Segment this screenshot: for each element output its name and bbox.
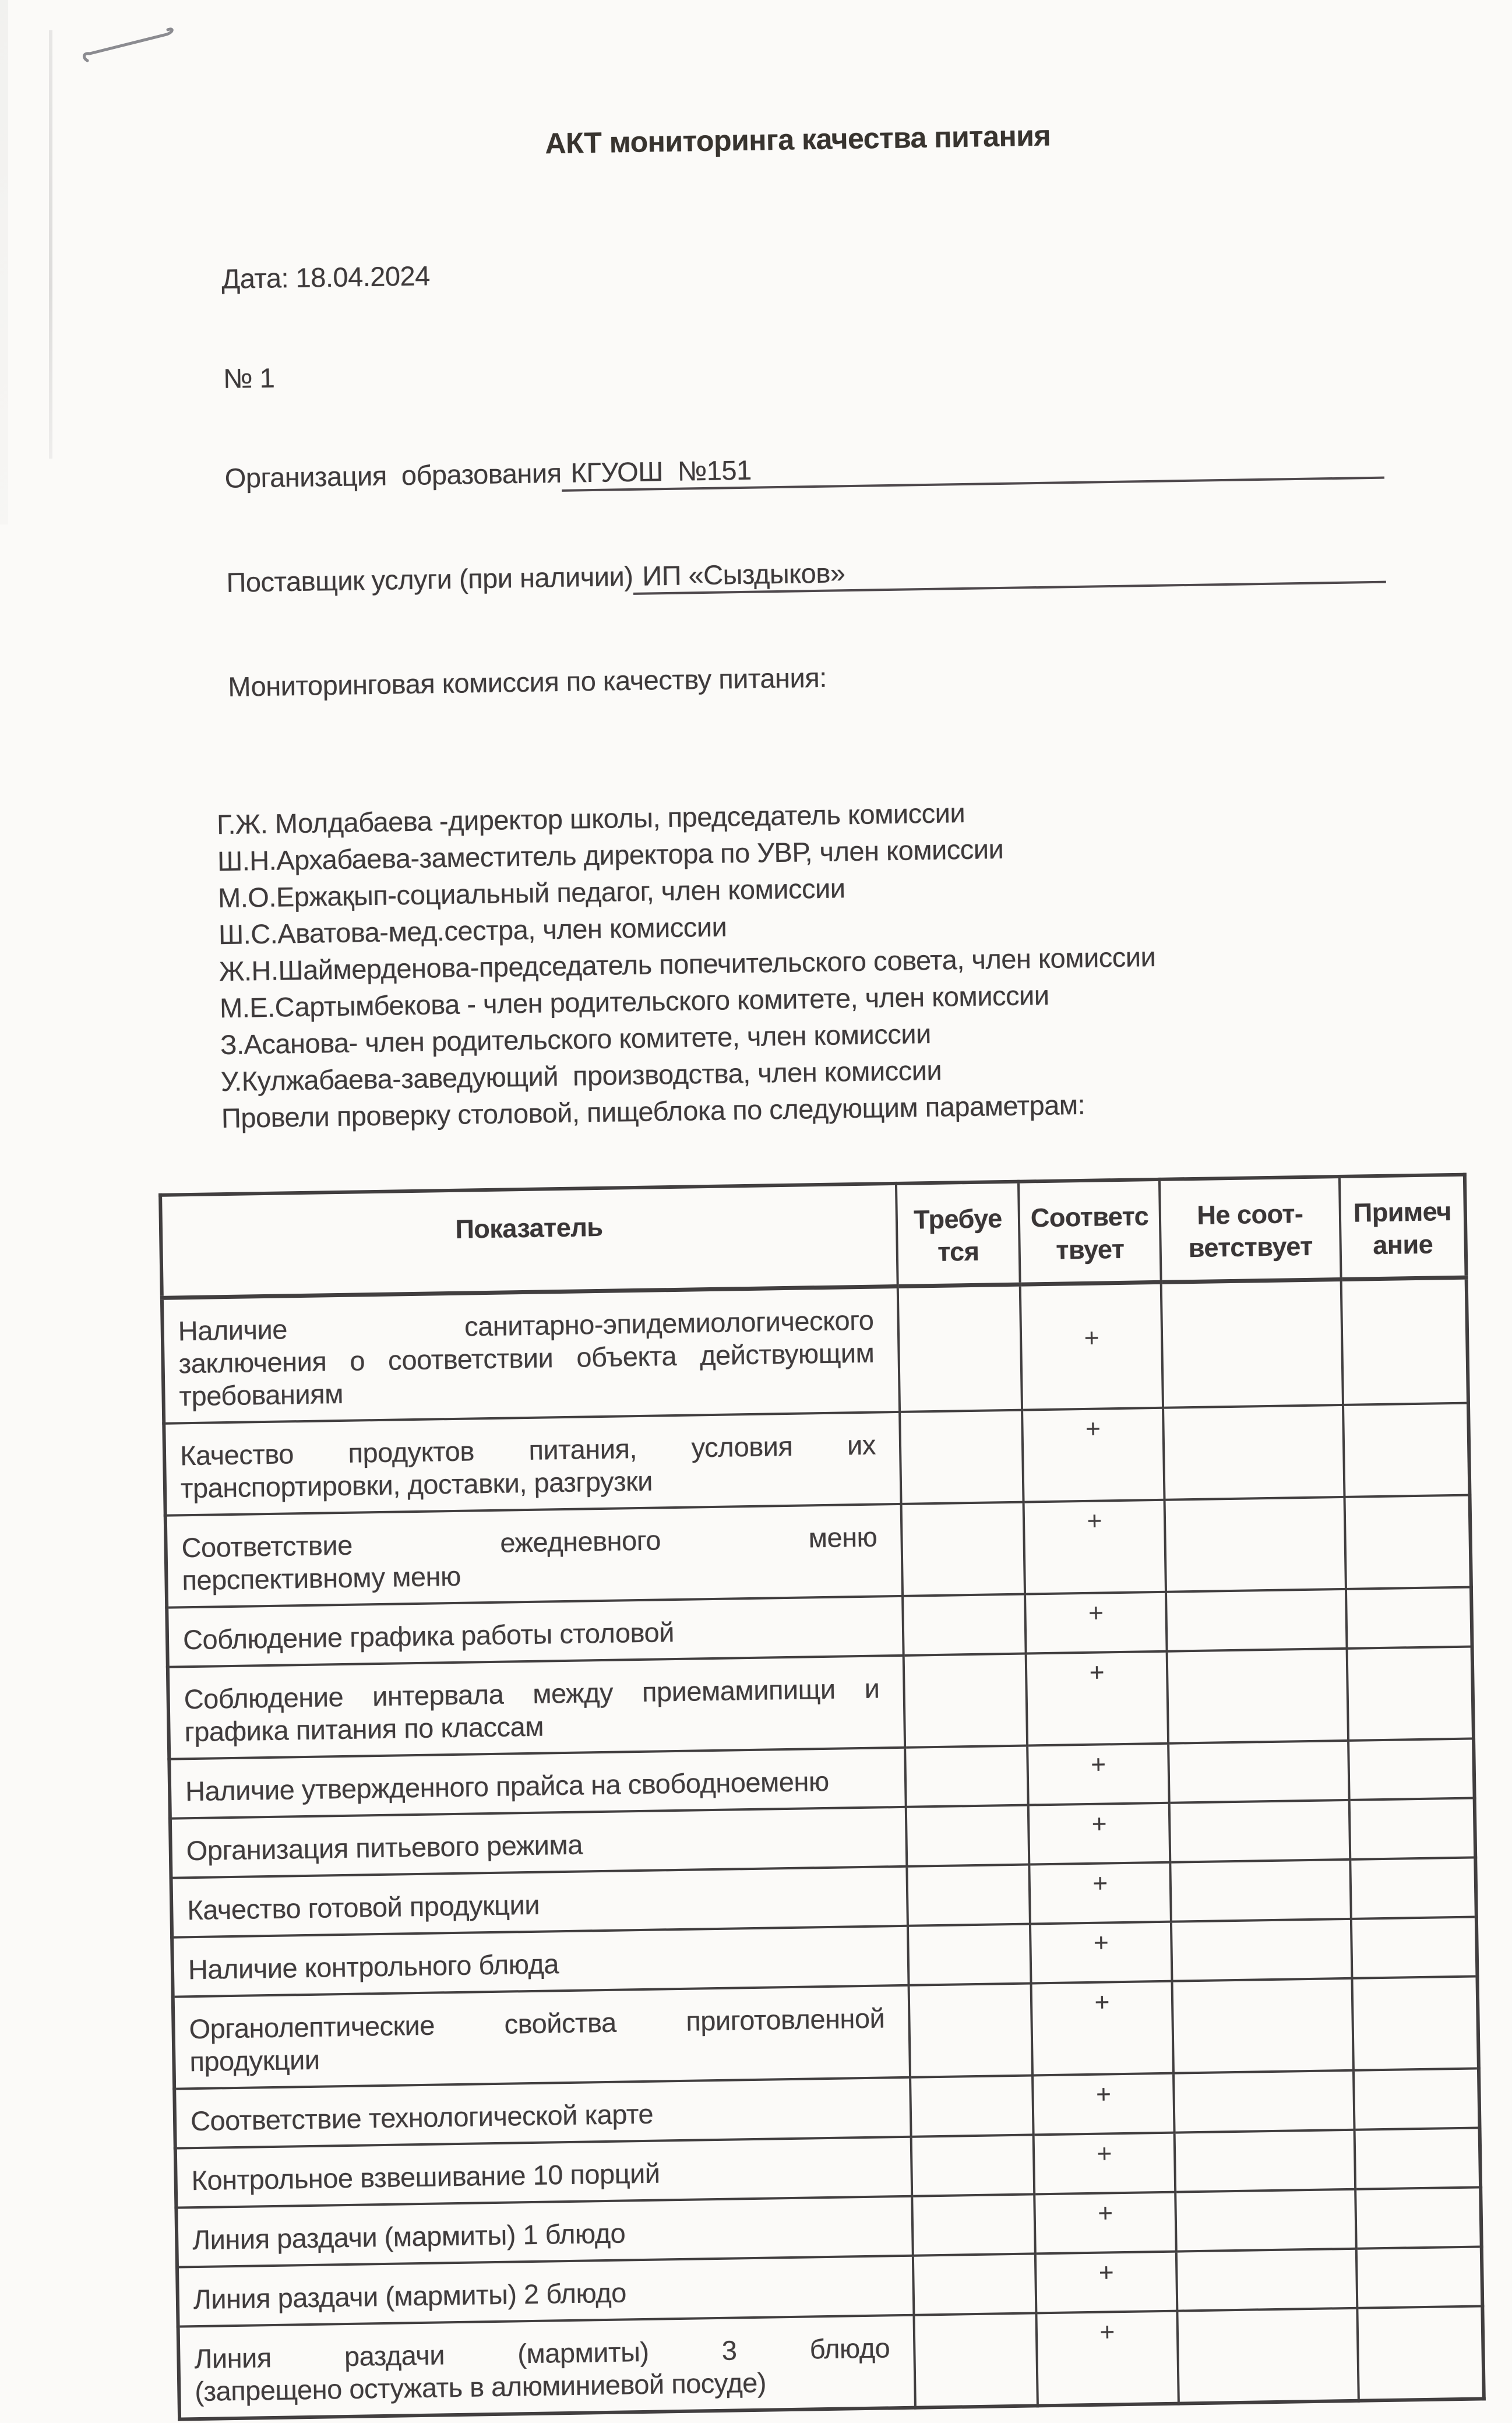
indicator-text-line: Органолептические свойства приготовленной xyxy=(189,2002,885,2044)
not-corresponds-cell xyxy=(1163,1404,1344,1499)
not-corresponds-cell xyxy=(1171,1918,1352,1981)
required-cell xyxy=(911,2135,1034,2196)
required-cell xyxy=(910,2075,1034,2136)
column-header: Соответс твует xyxy=(1018,1179,1161,1284)
corresponds-cell: + xyxy=(1031,1981,1173,2075)
required-cell xyxy=(901,1502,1025,1596)
commission-member: Ж.Н.Шаймерденова-председатель попечительского совета, член комиссии xyxy=(218,941,1156,987)
date-line: Дата: 18.04.2024 xyxy=(221,260,431,294)
table-row xyxy=(178,2306,1484,2419)
monitoring-table xyxy=(158,1173,1486,2421)
required-cell xyxy=(908,1983,1032,2077)
not-corresponds-cell xyxy=(1167,1648,1348,1743)
not-corresponds-cell xyxy=(1165,1496,1346,1591)
note-cell xyxy=(1348,1738,1475,1799)
corresponds-cell: + xyxy=(1028,1802,1170,1864)
commission-member: З.Асанова- член родительского комитете, член комиссии xyxy=(220,1017,932,1061)
note-cell xyxy=(1355,2128,1481,2189)
table-header-row xyxy=(160,1175,1466,1298)
required-cell xyxy=(913,2253,1037,2315)
indicator-text-line: Наличие санитарно-эпидемиологического xyxy=(178,1304,874,1346)
indicator-text-line: Соблюдение интервала между приемамипищи и xyxy=(184,1672,880,1714)
act-number-line: № 1 xyxy=(223,362,275,394)
required-cell xyxy=(907,1864,1030,1925)
not-corresponds-cell xyxy=(1161,1279,1343,1407)
indicator-text-line: Линия раздачи (мармиты) 1 блюдо xyxy=(192,2217,626,2255)
indicator-text-line: перспективному меню xyxy=(182,1560,461,1596)
note-cell xyxy=(1352,1976,1478,2070)
indicator-text-line: Соответствие ежедневного меню xyxy=(181,1521,877,1563)
note-cell xyxy=(1343,1403,1469,1496)
required-cell xyxy=(908,1924,1031,1985)
not-corresponds-cell xyxy=(1176,2248,1358,2311)
organization-value-underline xyxy=(561,443,1384,492)
note-cell xyxy=(1345,1495,1471,1589)
note-cell xyxy=(1355,2187,1482,2248)
commission-member: М.О.Ержақып-социальный педагог, член комиссии xyxy=(217,872,845,914)
indicator-cell xyxy=(164,1411,901,1515)
intro-line: Провели проверку столовой, пищеблока по следующим параметрам: xyxy=(221,1089,1085,1134)
indicator-text-line: Соответствие технологической карте xyxy=(190,2098,654,2136)
indicator-cell xyxy=(168,1655,905,1759)
indicator-cell xyxy=(169,1747,905,1818)
indicator-cell xyxy=(171,1866,908,1937)
indicator-cell xyxy=(173,1985,910,2089)
indicator-cell xyxy=(178,2315,915,2419)
required-cell xyxy=(905,1745,1028,1806)
supplier-value-underline xyxy=(633,548,1386,595)
note-cell xyxy=(1349,1798,1476,1859)
corresponds-cell: + xyxy=(1035,2251,1177,2313)
commission-list xyxy=(217,787,1410,1100)
corresponds-cell: + xyxy=(1034,2132,1175,2194)
indicator-text-line: Наличие контрольного блюда xyxy=(188,1947,559,1985)
commission-member: У.Кулжабаева-заведующий производства, член комиссии xyxy=(220,1054,942,1097)
indicator-text-line: Качество продуктов питания, условия их xyxy=(179,1429,876,1471)
column-header: Примеч ание xyxy=(1340,1175,1467,1279)
indicator-text-line: Наличие утвержденного прайса на свободноеменю xyxy=(185,1765,830,1806)
commission-member: М.Е.Сартымбекова - член родительского комитете, член комиссии xyxy=(219,979,1049,1024)
indicator-text-line: Контрольное взвешивание 10 порций xyxy=(191,2157,660,2196)
document-title: АКТ мониторинга качества питания xyxy=(545,119,1051,160)
indicator-cell xyxy=(174,2077,911,2148)
not-corresponds-cell xyxy=(1177,2308,1358,2403)
corresponds-cell: + xyxy=(1034,2192,1176,2253)
indicator-cell xyxy=(172,1925,908,1996)
corresponds-cell: + xyxy=(1032,2073,1174,2135)
required-cell xyxy=(903,1594,1026,1655)
indicator-text-line: Линия раздачи (мармиты) 2 блюдо xyxy=(193,2276,627,2315)
supplier-line xyxy=(226,548,1386,604)
corresponds-cell: + xyxy=(1022,1407,1164,1502)
commission-member: Ш.Н.Архабаева-заместитель директора по УВР, член комиссии xyxy=(217,833,1004,877)
corresponds-cell: + xyxy=(1037,2311,1179,2406)
not-corresponds-cell xyxy=(1175,2129,1356,2192)
note-cell xyxy=(1357,2306,1483,2400)
organization-value: КГУОШ №151 xyxy=(570,454,752,488)
note-cell xyxy=(1347,1646,1474,1740)
commission-heading: Мониторинговая комиссия по качеству питания: xyxy=(227,661,827,702)
not-corresponds-cell xyxy=(1173,2070,1355,2132)
corresponds-cell: + xyxy=(1030,1921,1172,1983)
document-meta xyxy=(220,178,1388,770)
supplier-label: Поставщик услуги (при наличии) xyxy=(226,560,633,598)
indicator-cell xyxy=(175,2136,912,2207)
not-corresponds-cell xyxy=(1172,1978,1354,2073)
not-corresponds-cell xyxy=(1175,2189,1356,2251)
commission-member: Ш.С.Аватова-мед.сестра, член комиссии xyxy=(218,911,727,950)
indicator-cell xyxy=(170,1806,907,1878)
corresponds-cell: + xyxy=(1024,1499,1166,1594)
indicator-text-line: Линия раздачи (мармиты) 3 блюдо xyxy=(194,2332,890,2374)
not-corresponds-cell xyxy=(1170,1859,1351,1921)
organization-line xyxy=(224,443,1384,499)
corresponds-cell: + xyxy=(1025,1591,1166,1653)
not-corresponds-cell xyxy=(1168,1740,1349,1802)
note-cell xyxy=(1341,1277,1468,1405)
not-corresponds-cell xyxy=(1166,1589,1347,1651)
required-cell xyxy=(912,2194,1035,2255)
indicator-text-line: транспортировки, доставки, разгрузки xyxy=(180,1465,653,1503)
indicator-cell xyxy=(162,1286,900,1423)
commission-member: Г.Ж. Молдабаева -директор школы, председатель комиссии xyxy=(216,797,965,840)
organization-label: Организация образования xyxy=(224,457,562,494)
column-header: Не соот- ветствует xyxy=(1159,1177,1341,1282)
note-cell xyxy=(1354,2068,1480,2129)
indicator-text-line: продукции xyxy=(189,2044,320,2077)
column-header: Показатель xyxy=(160,1184,897,1298)
note-cell xyxy=(1356,2246,1483,2308)
note-cell xyxy=(1350,1857,1476,1918)
corresponds-cell: + xyxy=(1027,1743,1169,1805)
indicator-text-line: Организация питьевого режима xyxy=(186,1829,583,1866)
required-cell xyxy=(903,1653,1027,1747)
table-row xyxy=(162,1277,1468,1424)
indicator-text-line: (запрещено остужать в алюминиевой посуде) xyxy=(194,2366,767,2407)
not-corresponds-cell xyxy=(1169,1799,1351,1862)
required-cell xyxy=(900,1410,1024,1503)
indicator-cell xyxy=(167,1596,903,1667)
indicator-cell xyxy=(177,2255,914,2326)
indicator-text-line: Соблюдение графика работы столовой xyxy=(182,1616,675,1655)
corresponds-cell: + xyxy=(1020,1282,1163,1410)
corresponds-cell: + xyxy=(1026,1651,1168,1745)
note-cell xyxy=(1346,1587,1472,1648)
required-cell xyxy=(906,1805,1030,1866)
required-cell xyxy=(914,2313,1038,2407)
indicator-cell xyxy=(165,1503,903,1607)
indicator-text-line: Качество готовой продукции xyxy=(186,1889,540,1925)
indicator-text-line: графика питания по классам xyxy=(184,1710,544,1747)
indicator-text-line: требованиям xyxy=(179,1378,344,1411)
corresponds-cell: + xyxy=(1030,1862,1171,1924)
indicator-cell xyxy=(176,2196,912,2267)
indicator-text-line: заключения о соответствии объекта действующим xyxy=(178,1337,875,1379)
required-cell xyxy=(898,1284,1023,1412)
column-header: Требуе тся xyxy=(896,1182,1020,1286)
note-cell xyxy=(1351,1917,1478,1978)
supplier-value: ИП «Сыздыков» xyxy=(642,557,845,591)
